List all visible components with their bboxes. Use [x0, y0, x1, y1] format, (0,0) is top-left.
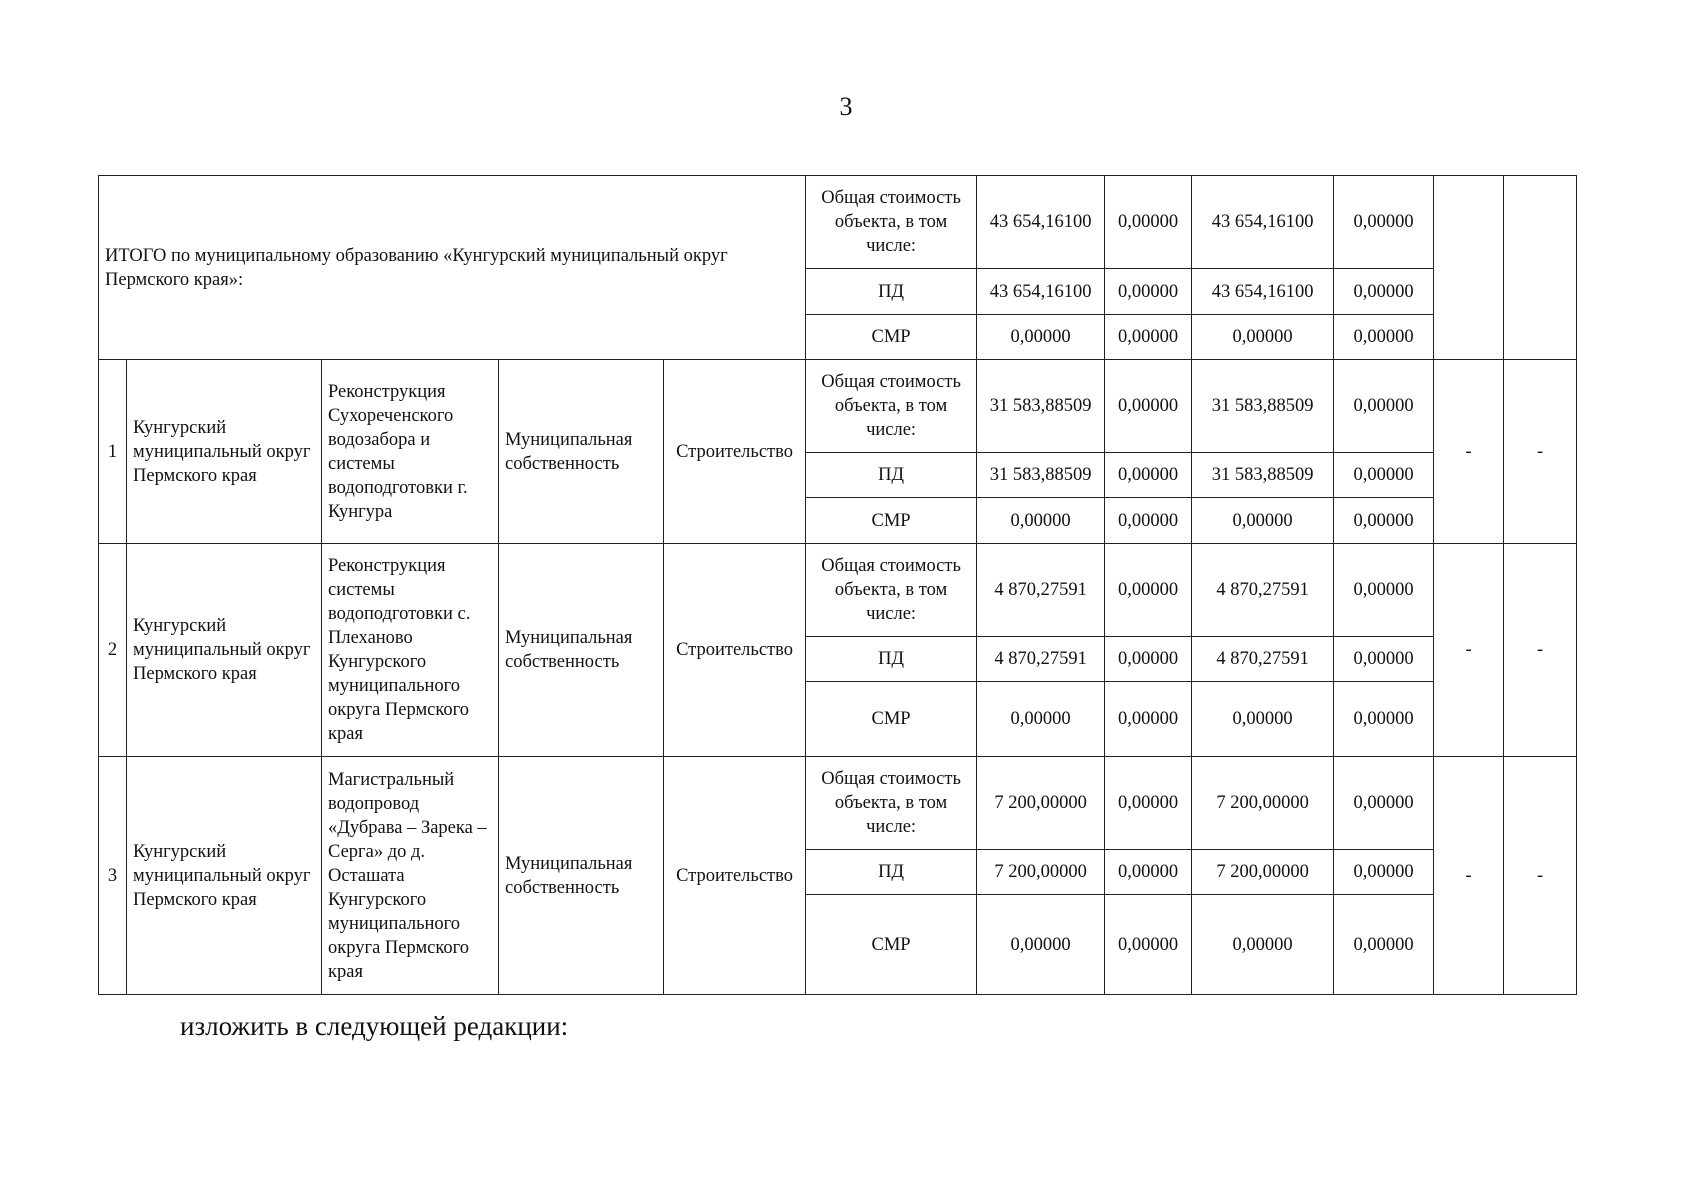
value-cell: 0,00000 [977, 498, 1105, 544]
cost-type: СМР [806, 895, 977, 995]
cost-type: ПД [806, 850, 977, 895]
cost-type: СМР [806, 682, 977, 757]
value-cell: 0,00000 [1334, 269, 1434, 315]
value-cell: 0,00000 [1334, 544, 1434, 637]
value-cell: 7 200,00000 [977, 757, 1105, 850]
value-cell: 4 870,27591 [1192, 544, 1334, 637]
value-cell: 7 200,00000 [1192, 757, 1334, 850]
empty-cell [1434, 176, 1504, 360]
value-cell: 0,00000 [1105, 757, 1192, 850]
dash-cell: - [1504, 544, 1577, 757]
cost-type: СМР [806, 315, 977, 360]
total-label: ИТОГО по муниципальному образованию «Кунгурский муниципальный округ Пермского края»: [99, 176, 806, 360]
value-cell: 0,00000 [977, 682, 1105, 757]
item-1-row-cost [99, 360, 1577, 453]
value-cell: 0,00000 [1334, 498, 1434, 544]
value-cell: 4 870,27591 [977, 637, 1105, 682]
value-cell: 43 654,16100 [1192, 269, 1334, 315]
item-2-row-cost [99, 544, 1577, 637]
value-cell: 43 654,16100 [1192, 176, 1334, 269]
dash-cell: - [1434, 544, 1504, 757]
value-cell: 31 583,88509 [1192, 360, 1334, 453]
cost-type: ПД [806, 453, 977, 498]
empty-cell [1504, 176, 1577, 360]
value-cell: 0,00000 [1334, 757, 1434, 850]
value-cell: 7 200,00000 [977, 850, 1105, 895]
object-name-cell: Магистральный водопровод «Дубрава – Зарека – Серга» до д. Осташата Кунгурского муниципального округа Пермского края [322, 757, 499, 995]
dash-cell: - [1504, 757, 1577, 995]
municipality-cell: Кунгурский муниципальный округ Пермского края [127, 360, 322, 544]
value-cell: 43 654,16100 [977, 269, 1105, 315]
cost-type: Общая стоимость объекта, в том числе: [806, 757, 977, 850]
value-cell: 0,00000 [1334, 360, 1434, 453]
dash-cell: - [1504, 360, 1577, 544]
value-cell: 0,00000 [1334, 895, 1434, 995]
row-number: 1 [99, 360, 127, 544]
municipality-cell: Кунгурский муниципальный округ Пермского края [127, 757, 322, 995]
value-cell: 0,00000 [1192, 682, 1334, 757]
value-cell: 0,00000 [1105, 360, 1192, 453]
value-cell: 0,00000 [1334, 176, 1434, 269]
footer-text: изложить в следующей редакции: [180, 1011, 569, 1041]
value-cell: 4 870,27591 [977, 544, 1105, 637]
municipality-cell: Кунгурский муниципальный округ Пермского края [127, 544, 322, 757]
value-cell: 0,00000 [1105, 850, 1192, 895]
value-cell: 0,00000 [1105, 315, 1192, 360]
work-type-cell: Строительство [664, 757, 806, 995]
value-cell: 43 654,16100 [977, 176, 1105, 269]
value-cell: 31 583,88509 [977, 360, 1105, 453]
ownership-cell: Муниципальная собственность [499, 757, 664, 995]
cost-type: СМР [806, 498, 977, 544]
value-cell: 0,00000 [1105, 682, 1192, 757]
dash-cell: - [1434, 360, 1504, 544]
object-table [98, 175, 1577, 995]
value-cell: 0,00000 [1334, 315, 1434, 360]
value-cell: 0,00000 [977, 895, 1105, 995]
value-cell: 7 200,00000 [1192, 850, 1334, 895]
total-row-cost [99, 176, 1577, 269]
object-name-cell: Реконструкция Сухореченского водозабора и системы водоподготовки г. Кунгура [322, 360, 499, 544]
item-3-row-cost [99, 757, 1577, 850]
dash-cell: - [1434, 757, 1504, 995]
value-cell: 31 583,88509 [977, 453, 1105, 498]
value-cell: 0,00000 [1192, 315, 1334, 360]
ownership-cell: Муниципальная собственность [499, 544, 664, 757]
value-cell: 0,00000 [1105, 895, 1192, 995]
work-type-cell: Строительство [664, 544, 806, 757]
cost-type: ПД [806, 269, 977, 315]
object-name-cell: Реконструкция системы водоподготовки с. Плеханово Кунгурского муниципального округа Пермского края [322, 544, 499, 757]
value-cell: 0,00000 [1105, 637, 1192, 682]
value-cell: 0,00000 [1105, 453, 1192, 498]
cost-type: Общая стоимость объекта, в том числе: [806, 176, 977, 269]
value-cell: 0,00000 [1192, 895, 1334, 995]
row-number: 3 [99, 757, 127, 995]
page-number: 3 [839, 92, 853, 121]
value-cell: 0,00000 [1334, 850, 1434, 895]
work-type-cell: Строительство [664, 360, 806, 544]
value-cell: 0,00000 [1105, 269, 1192, 315]
row-number: 2 [99, 544, 127, 757]
ownership-cell: Муниципальная собственность [499, 360, 664, 544]
value-cell: 0,00000 [1192, 498, 1334, 544]
value-cell: 0,00000 [1334, 453, 1434, 498]
value-cell: 31 583,88509 [1192, 453, 1334, 498]
value-cell: 0,00000 [1105, 176, 1192, 269]
value-cell: 0,00000 [1334, 682, 1434, 757]
cost-type: ПД [806, 637, 977, 682]
value-cell: 0,00000 [1105, 544, 1192, 637]
value-cell: 4 870,27591 [1192, 637, 1334, 682]
cost-type: Общая стоимость объекта, в том числе: [806, 544, 977, 637]
cost-type: Общая стоимость объекта, в том числе: [806, 360, 977, 453]
value-cell: 0,00000 [977, 315, 1105, 360]
value-cell: 0,00000 [1105, 498, 1192, 544]
value-cell: 0,00000 [1334, 637, 1434, 682]
